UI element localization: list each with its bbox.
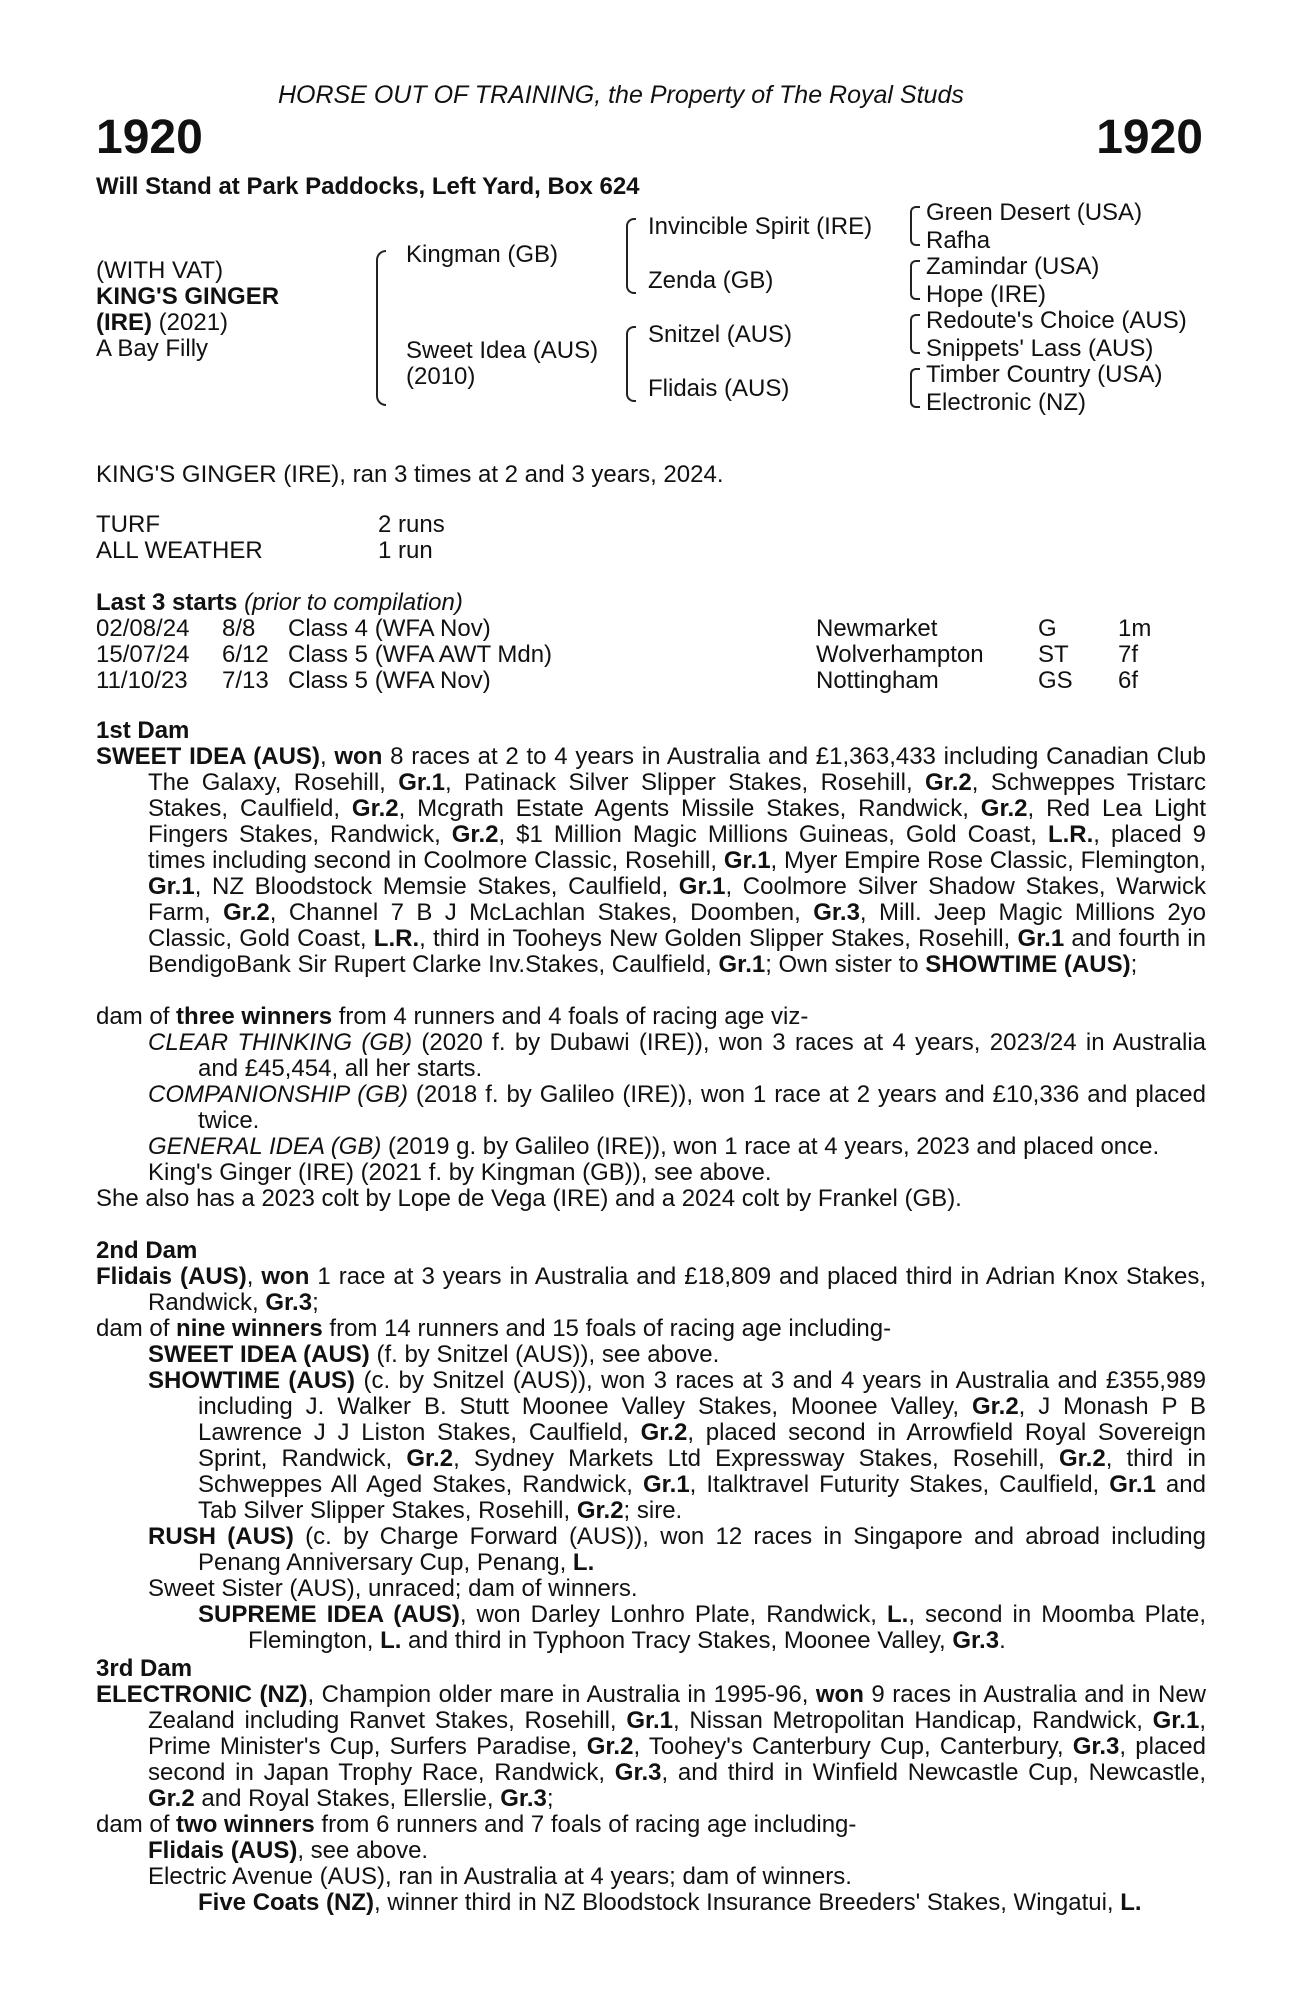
text-run: (f. by Snitzel (AUS)), see above. (369, 1341, 720, 1368)
pedigree-brace (626, 326, 636, 402)
horse-origin (96, 310, 228, 336)
text-run: , $1 Million Magic Millions Guineas, Gold Coast, (498, 821, 1048, 848)
grade: Gr.2 (148, 1785, 195, 1812)
won-label: won (261, 1263, 310, 1290)
grade: Gr.1 (1152, 1707, 1200, 1734)
start-date: 15/07/24 (96, 641, 190, 668)
pedigree-dam-sire: Snitzel (AUS) (648, 321, 793, 348)
start-date: 11/10/23 (96, 667, 188, 694)
grade: Gr.3 (500, 1785, 547, 1812)
text-run: and Royal Stakes, Ellerslie, (194, 1785, 501, 1812)
text-run: , placed second in Japan Trophy Race, Randwick, (148, 1733, 1207, 1786)
start-position: 8/8 (222, 615, 256, 642)
grade: Gr.1 (678, 873, 726, 900)
pedigree-sds: Zamindar (USA) (926, 253, 1100, 280)
horse-name: KING'S GINGER (96, 283, 280, 310)
start-distance: 1m (1118, 615, 1152, 642)
second-dam-heading: 2nd Dam (96, 1237, 198, 1264)
produce-item (148, 1864, 1206, 1890)
text-run: dam of (96, 1315, 177, 1342)
won-label: won (815, 1681, 864, 1708)
text-run: ; Own sister to (765, 951, 926, 978)
horse-description: A Bay Filly (96, 335, 209, 362)
text-run: from 4 runners and 4 foals of racing age viz- (332, 1003, 809, 1030)
grade: Gr.3 (265, 1289, 313, 1316)
grade: Gr.1 (1109, 1471, 1156, 1498)
grade: Gr.1 (642, 1471, 690, 1498)
third-dam-heading: 3rd Dam (96, 1655, 193, 1682)
pedigree-dam-year: (2010) (406, 363, 476, 390)
grade: Gr.2 (640, 1419, 688, 1446)
pedigree-brace (910, 368, 920, 408)
start-position: 7/13 (222, 667, 269, 694)
grade: L.R. (1047, 821, 1094, 848)
text-run: , won Darley Lonhro Plate, Randwick, (459, 1601, 888, 1628)
text-run: , see above. (297, 1837, 429, 1864)
start-race: Class 5 (WFA Nov) (288, 667, 491, 694)
winners-count: nine winners (176, 1315, 323, 1342)
page-title: HORSE OUT OF TRAINING, the Property of The Royal Studs (278, 81, 964, 109)
grade: L. (1120, 1889, 1142, 1916)
first-dam-also: She also has a 2023 colt by Lope de Vega (IRE) and a 2024 colt by Frankel (GB). (96, 1185, 962, 1212)
produce-name: COMPANIONSHIP (GB) (148, 1081, 408, 1108)
last-starts-subtitle: (prior to compilation) (237, 589, 463, 616)
produce-item (148, 1160, 1206, 1186)
grade: Gr.2 (980, 795, 1028, 822)
grade: Gr.2 (971, 1393, 1019, 1420)
grade: Gr.1 (723, 847, 771, 874)
surface-turf-runs: 2 runs (378, 511, 445, 538)
start-course: Newmarket (816, 615, 938, 642)
third-dam-name: ELECTRONIC (NZ) (96, 1681, 308, 1708)
pedigree-sire: Kingman (GB) (406, 241, 559, 268)
pedigree-brace (910, 314, 920, 354)
start-course: Wolverhampton (816, 641, 984, 668)
produce-item (148, 1576, 1206, 1602)
produce-item (148, 1134, 1206, 1160)
text-run: , Nissan Metropolitan Handicap, Randwick, (673, 1707, 1153, 1734)
text-run: , NZ Bloodstock Memsie Stakes, Caulfield, (194, 873, 679, 900)
grade: Gr.1 (398, 769, 445, 796)
text-run: ; (1130, 951, 1138, 978)
pedigree-dss: Redoute's Choice (AUS) (926, 307, 1187, 334)
second-dam-paragraph: Flidais (AUS), won 1 race at 3 years in Australia and £18,809 and placed third in Adrian Knox Stakes, Randwick, Gr.3; (96, 1263, 1207, 1316)
text-run: . (999, 1627, 1006, 1654)
produce-item (148, 1838, 1206, 1864)
produce-item (198, 1602, 1206, 1654)
start-going: ST (1038, 641, 1069, 668)
pedigree-ddd: Electronic (NZ) (926, 389, 1087, 416)
horse-year: (2021) (152, 309, 229, 336)
produce-item (148, 1368, 1206, 1524)
pedigree-sire-sire: Invincible Spirit (IRE) (648, 213, 873, 240)
vat-note: (WITH VAT) (96, 257, 224, 284)
grade: Gr.1 (148, 873, 195, 900)
produce-name: SUPREME IDEA (AUS) (198, 1601, 460, 1628)
text-run: (2019 g. by Galileo (IRE)), won 1 race at 4 years, 2023 and placed once. (381, 1133, 1160, 1160)
horse-country: (IRE) (96, 309, 152, 336)
grade: Gr.1 (1017, 925, 1065, 952)
surface-aw: ALL WEATHER (96, 537, 263, 564)
sibling-name: SHOWTIME (AUS) (925, 951, 1131, 978)
text-run: , and third in Winfield Newcastle Cup, Newcastle, (661, 1759, 1206, 1786)
text-run: , winner third in NZ Bloodstock Insurance Breeders' Stakes, Wingatui, (374, 1889, 1121, 1916)
lot-number-left: 1920 (96, 111, 203, 164)
pedigree-sire-dam: Zenda (GB) (648, 267, 774, 294)
text-run: and fourth in BendigoBank Sir Rupert Clarke Inv.Stakes, Caulfield, (148, 925, 1206, 978)
text-run: (c. by Charge Forward (AUS)), won 12 races in Singapore and abroad including Penang Anniversary Cup, Penang, (198, 1523, 1207, 1576)
text-run: 1 race at 3 years in Australia and £18,809 and placed third in Adrian Knox Stakes, Randwick, (148, 1263, 1207, 1316)
text-run: , Toohey's Canterbury Cup, Canterbury, (633, 1733, 1073, 1760)
won-label: won (334, 743, 383, 770)
produce-name: SWEET IDEA (AUS) (148, 1341, 370, 1368)
grade: Gr.3 (813, 899, 860, 926)
start-race: Class 4 (WFA Nov) (288, 615, 491, 642)
grade: Gr.2 (1058, 1445, 1106, 1472)
produce-item (148, 1524, 1206, 1576)
text-run: , Mcgrath Estate Agents Missile Stakes, Randwick, (398, 795, 981, 822)
text-run: , Channel 7 B J McLachlan Stakes, Doomben, (269, 899, 814, 926)
start-going: GS (1038, 667, 1073, 694)
grade: L. (572, 1549, 595, 1576)
surface-turf: TURF (96, 511, 160, 538)
second-dam-dam-of (96, 1316, 891, 1342)
text-run: ; (546, 1785, 554, 1812)
start-distance: 6f (1118, 667, 1139, 694)
pedigree-brace (376, 250, 386, 406)
start-distance: 7f (1118, 641, 1139, 668)
text-run: from 6 runners and 7 foals of racing age including- (314, 1811, 857, 1838)
text-run: (c. by Snitzel (AUS)), won 3 races at 3 and 4 years in Australia and £355,989 including J. Walker B. Stutt Moonee Valley Stakes, Moonee Valley, (198, 1367, 1207, 1420)
text-run: dam of (96, 1003, 177, 1030)
produce-item (198, 1890, 1206, 1916)
text-run: , third in Tooheys New Golden Slipper Stakes, Rosehill, (419, 925, 1018, 952)
text-run: from 14 runners and 15 foals of racing age including- (322, 1315, 892, 1342)
produce-name: SHOWTIME (AUS) (148, 1367, 356, 1394)
pedigree-dam: Sweet Idea (AUS) (406, 337, 599, 364)
text-run: ; sire. (623, 1497, 683, 1524)
text-run: , placed second in Arrowfield Royal Sovereign Sprint, Randwick, (198, 1419, 1206, 1472)
text-run: and Tab Silver Slipper Stakes, Rosehill, (198, 1471, 1206, 1524)
first-dam-dam-of (96, 1004, 808, 1030)
pedigree-sss: Green Desert (USA) (926, 199, 1143, 226)
lot-number-right: 1920 (1096, 111, 1203, 164)
start-course: Nottingham (816, 667, 939, 694)
grade: Gr.1 (718, 951, 766, 978)
text-run: (2020 f. by Dubawi (IRE)), won 3 races at 4 years, 2023/24 in Australia and £45,454, all her starts. (198, 1029, 1206, 1082)
start-date: 02/08/24 (96, 615, 190, 642)
produce-name: GENERAL IDEA (GB) (148, 1133, 382, 1160)
text-run: 8 races at 2 to 4 years in Australia and £1,363,433 including Canadian Club The Galaxy, Rosehill, (148, 743, 1206, 796)
grade: L. (380, 1627, 402, 1654)
text-run: 9 races in Australia and in New Zealand including Ranvet Stakes, Rosehill, (148, 1681, 1206, 1734)
grade: Gr.2 (451, 821, 499, 848)
third-dam-paragraph (96, 1682, 1206, 1812)
third-dam-dam-of (96, 1812, 856, 1838)
grade: Gr.3 (614, 1759, 662, 1786)
text-run: King's Ginger (IRE) (2021 f. by Kingman (GB)), see above. (148, 1159, 772, 1186)
produce-name: RUSH (AUS) (148, 1523, 294, 1550)
text-run: Electric Avenue (AUS), ran in Australia at 4 years; dam of winners. (148, 1863, 852, 1890)
pedigree-brace (910, 260, 920, 300)
text-run: and third in Typhoon Tracy Stakes, Moonee Valley, (401, 1627, 953, 1654)
last-starts-heading (96, 590, 463, 616)
pedigree-sdd: Hope (IRE) (926, 281, 1047, 308)
text-run: ; (312, 1289, 319, 1316)
grade: Gr.1 (626, 1707, 674, 1734)
first-dam-heading: 1st Dam (96, 717, 190, 744)
start-race: Class 5 (WFA AWT Mdn) (288, 641, 553, 668)
produce-item (148, 1030, 1206, 1082)
produce-name: Flidais (AUS) (148, 1837, 298, 1864)
grade: Gr.2 (406, 1445, 454, 1472)
first-dam-paragraph: SWEET IDEA (AUS), won 8 races at 2 to 4 years in Australia and £1,363,433 including Canadian Club The Galaxy, Rosehill, Gr.1, Patinack Silver Slipper Stakes, Rosehill, Gr.2, Schweppes Tristarc Stakes, Caulfield, Gr.2, Mcgrath Estate Agents Missile Stakes, Randwick, Gr.2, Red Lea Light Fingers Stakes, Randwick, Gr.2, $1 Million Magic Millions Guineas, Gold Coast, L.R., placed 9 times including second in Coolmore Classic, Rosehill, Gr.1, Myer Empire Rose Classic, Flemington, Gr.1, NZ Bloodstock Memsie Stakes, Caulfield, Gr.1, Coolmore Silver Shadow Stakes, Warwick Farm, Gr.2, Channel 7 B J McLachlan Stakes, Doomben, Gr.3, Mill. Jeep Magic Millions 2yo Classic, Gold Coast, L.R., third in Tooheys New Golden Slipper Stakes, Rosehill, Gr.1 and fourth in BendigoBank Sir Rupert Clarke Inv.Stakes, Caulfield, Gr.1; Own sister to SHOWTIME (AUS); (96, 743, 1207, 978)
text-run: , Schweppes Tristarc Stakes, Caulfield, (148, 769, 1207, 822)
text-run: (2018 f. by Galileo (IRE)), won 1 race at 2 years and £10,336 and placed twice. (198, 1081, 1206, 1134)
grade: Gr.2 (586, 1733, 634, 1760)
produce-name: Five Coats (NZ) (198, 1889, 375, 1916)
stand-location: Will Stand at Park Paddocks, Left Yard, Box 624 (96, 173, 640, 200)
last-starts-title: Last 3 starts (96, 589, 238, 616)
produce-name: CLEAR THINKING (GB) (148, 1029, 413, 1056)
surface-aw-runs: 1 run (378, 537, 433, 564)
grade: Gr.3 (1072, 1733, 1120, 1760)
first-dam-name: SWEET IDEA (AUS) (96, 743, 320, 770)
text-run: , Italktravel Futurity Stakes, Caulfield, (689, 1471, 1110, 1498)
text-run: , third in Schweppes All Aged Stakes, Randwick, (198, 1445, 1207, 1498)
pedigree-brace (626, 218, 636, 294)
text-run: , placed 9 times including second in Coolmore Classic, Rosehill, (148, 821, 1207, 874)
grade: Gr.3 (952, 1627, 1000, 1654)
produce-item (148, 1342, 1206, 1368)
text-run: , J Monash P B Lawrence J J Liston Stakes, Caulfield, (198, 1393, 1206, 1446)
pedigree-brace (910, 206, 920, 246)
text-run: , Prime Minister's Cup, Surfers Paradise, (148, 1707, 1206, 1760)
grade: L.R. (373, 925, 420, 952)
text-run: Sweet Sister (AUS), unraced; dam of winners. (148, 1575, 638, 1602)
pedigree-dsd: Snippets' Lass (AUS) (926, 335, 1154, 362)
grade: Gr.2 (925, 769, 972, 796)
start-going: G (1038, 615, 1057, 642)
grade: Gr.2 (223, 899, 270, 926)
text-run: , Red Lea Light Fingers Stakes, Randwick, (148, 795, 1206, 848)
text-run: , Mill. Jeep Magic Millions 2yo Classic, Gold Coast, (148, 899, 1207, 952)
race-summary: KING'S GINGER (IRE), ran 3 times at 2 and 3 years, 2024. (96, 461, 724, 488)
pedigree-ssd: Rafha (926, 227, 991, 254)
grade: L. (887, 1601, 909, 1628)
text-run: , Patinack Silver Slipper Stakes, Rosehill, (444, 769, 926, 796)
text-run: , Sydney Markets Ltd Expressway Stakes, Rosehill, (453, 1445, 1059, 1472)
text-run: , second in Moomba Plate, Flemington, (248, 1601, 1206, 1654)
text-run: , Myer Empire Rose Classic, Flemington, (770, 847, 1206, 874)
text-run: , Champion older mare in Australia in 1995-96, (307, 1681, 816, 1708)
pedigree-dam-dam: Flidais (AUS) (648, 375, 790, 402)
produce-item (148, 1082, 1206, 1134)
text-run: dam of (96, 1811, 177, 1838)
text-run: , Coolmore Silver Shadow Stakes, Warwick Farm, (148, 873, 1206, 926)
second-dam-name: Flidais (AUS) (96, 1263, 247, 1290)
winners-count: two winners (176, 1811, 315, 1838)
winners-count: three winners (176, 1003, 333, 1030)
grade: Gr.2 (576, 1497, 624, 1524)
grade: Gr.2 (351, 795, 399, 822)
start-position: 6/12 (222, 641, 269, 668)
pedigree-dds: Timber Country (USA) (926, 361, 1163, 388)
